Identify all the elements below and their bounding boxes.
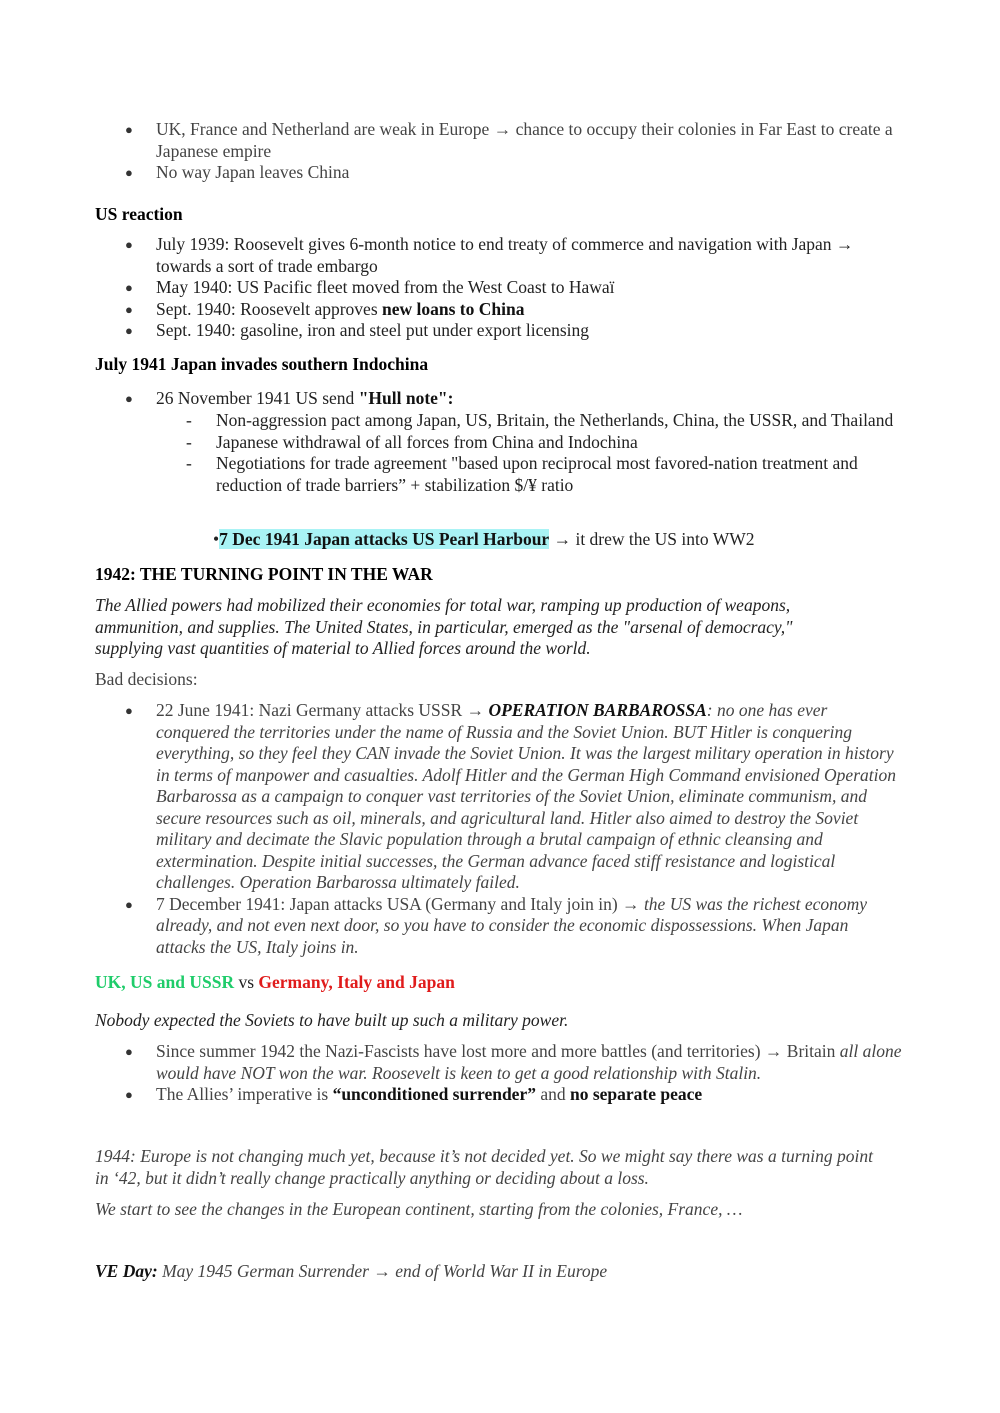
hull-list bbox=[0, 388, 902, 410]
pearl-harbour-line: •7 Dec 1941 Japan attacks US Pearl Harbour → it drew the US into WW2 bbox=[213, 529, 755, 549]
turning-point-heading: 1942: THE TURNING POINT IN THE WAR bbox=[95, 564, 433, 584]
allies-label: UK, US and USSR bbox=[95, 972, 235, 992]
sides-line: UK, US and USSR vs Germany, Italy and Japan bbox=[95, 972, 455, 992]
soviets-list bbox=[0, 1041, 902, 1106]
list-item: ● 7 December 1941: Japan attacks USA (Germany and Italy join in) → the US was the richest economy already, and not even next door, so you have to consider the economic dispossessions. When Japan attacks the US, Italy joins in. bbox=[0, 894, 902, 959]
list-item: ● UK, France and Netherland are weak in Europe → chance to occupy their colonies in Far East to create a Japanese empire bbox=[0, 119, 902, 162]
list-item: ● Sept. 1940: gasoline, iron and steel put under export licensing bbox=[0, 320, 902, 342]
axis-label: Germany, Italy and Japan bbox=[258, 972, 455, 992]
list-item: - Japanese withdrawal of all forces from China and Indochina bbox=[0, 432, 902, 454]
changes-text: We start to see the changes in the European continent, starting from the colonies, France, … bbox=[95, 1199, 743, 1219]
list-item: ● Since summer 1942 the Nazi-Fascists have lost more and more battles (and territories) → Britain all alone would have NOT won the war. Roosevelt is keen to get a good relationship with Stalin. bbox=[0, 1041, 902, 1084]
list-item: ● 22 June 1941: Nazi Germany attacks USSR → OPERATION BARBAROSSA: no one has ever conquered the territories under the name of Russia and the Soviet Union. BUT Hitler is conquering everything, so they feel they CAN invade the Soviet Union. It was the largest military operation in history in terms of manpower and casualties. Adolf Hitler and the German High Command envisioned Operation Barbarossa as a campaign to conquer vast territories of the Soviet Union, eliminate communism, and secure resources such as oil, minerals, and agricultural land. Hitler also aimed to destroy the Soviet military and decimate the Slavic population through a brutal campaign of ethnic cleansing and extermination. Despite initial successes, the German advance faced stiff resistance and logistical challenges. Operation Barbarossa ultimately failed. bbox=[0, 700, 902, 894]
intro-list bbox=[0, 119, 902, 184]
list-item: ● May 1940: US Pacific fleet moved from the West Coast to Hawaï bbox=[0, 277, 902, 299]
ve-day-line: VE Day: May 1945 German Surrender → end of World War II in Europe bbox=[95, 1261, 608, 1281]
turning-point-intro: The Allied powers had mobilized their economies for total war, ramping up production of weapons, ammunition, and supplies. The United States, in particular, emerged as the "arsenal of democracy," supplying vast quantities of material to Allied forces around the world. bbox=[95, 595, 793, 658]
list-item: ● July 1939: Roosevelt gives 6-month notice to end treaty of commerce and navigation with Japan → towards a sort of trade embargo bbox=[0, 234, 902, 277]
pearl-harbour-highlight: 7 Dec 1941 Japan attacks US Pearl Harbour bbox=[219, 529, 550, 549]
hull-points-list bbox=[0, 410, 902, 496]
list-item: ● 26 November 1941 US send "Hull note": bbox=[0, 388, 902, 410]
list-item: ● Sept. 1940: Roosevelt approves new loans to China bbox=[0, 299, 902, 321]
text-1944: 1944: Europe is not changing much yet, because it’s not decided yet. So we might say there was a turning point in ‘42, but it didn’t really change practically anything or deciding about a loss. bbox=[95, 1146, 873, 1188]
us-reaction-heading: US reaction bbox=[95, 204, 183, 224]
list-item: ● The Allies’ imperative is “unconditioned surrender” and no separate peace bbox=[0, 1084, 902, 1106]
us-reaction-list bbox=[0, 234, 902, 342]
list-item: - Negotiations for trade agreement "based upon reciprocal most favored-nation treatment and reduction of trade barriers” + stabilization $/¥ ratio bbox=[0, 453, 902, 496]
bad-decisions-label: Bad decisions: bbox=[95, 669, 198, 689]
list-item: ● No way Japan leaves China bbox=[0, 162, 902, 184]
list-item: - Non-aggression pact among Japan, US, Britain, the Netherlands, China, the USSR, and Thailand bbox=[0, 410, 902, 432]
indochina-heading: July 1941 Japan invades southern Indochina bbox=[95, 354, 429, 374]
bad-decisions-list bbox=[0, 700, 902, 958]
nobody-expected-text: Nobody expected the Soviets to have built up such a military power. bbox=[95, 1010, 569, 1030]
